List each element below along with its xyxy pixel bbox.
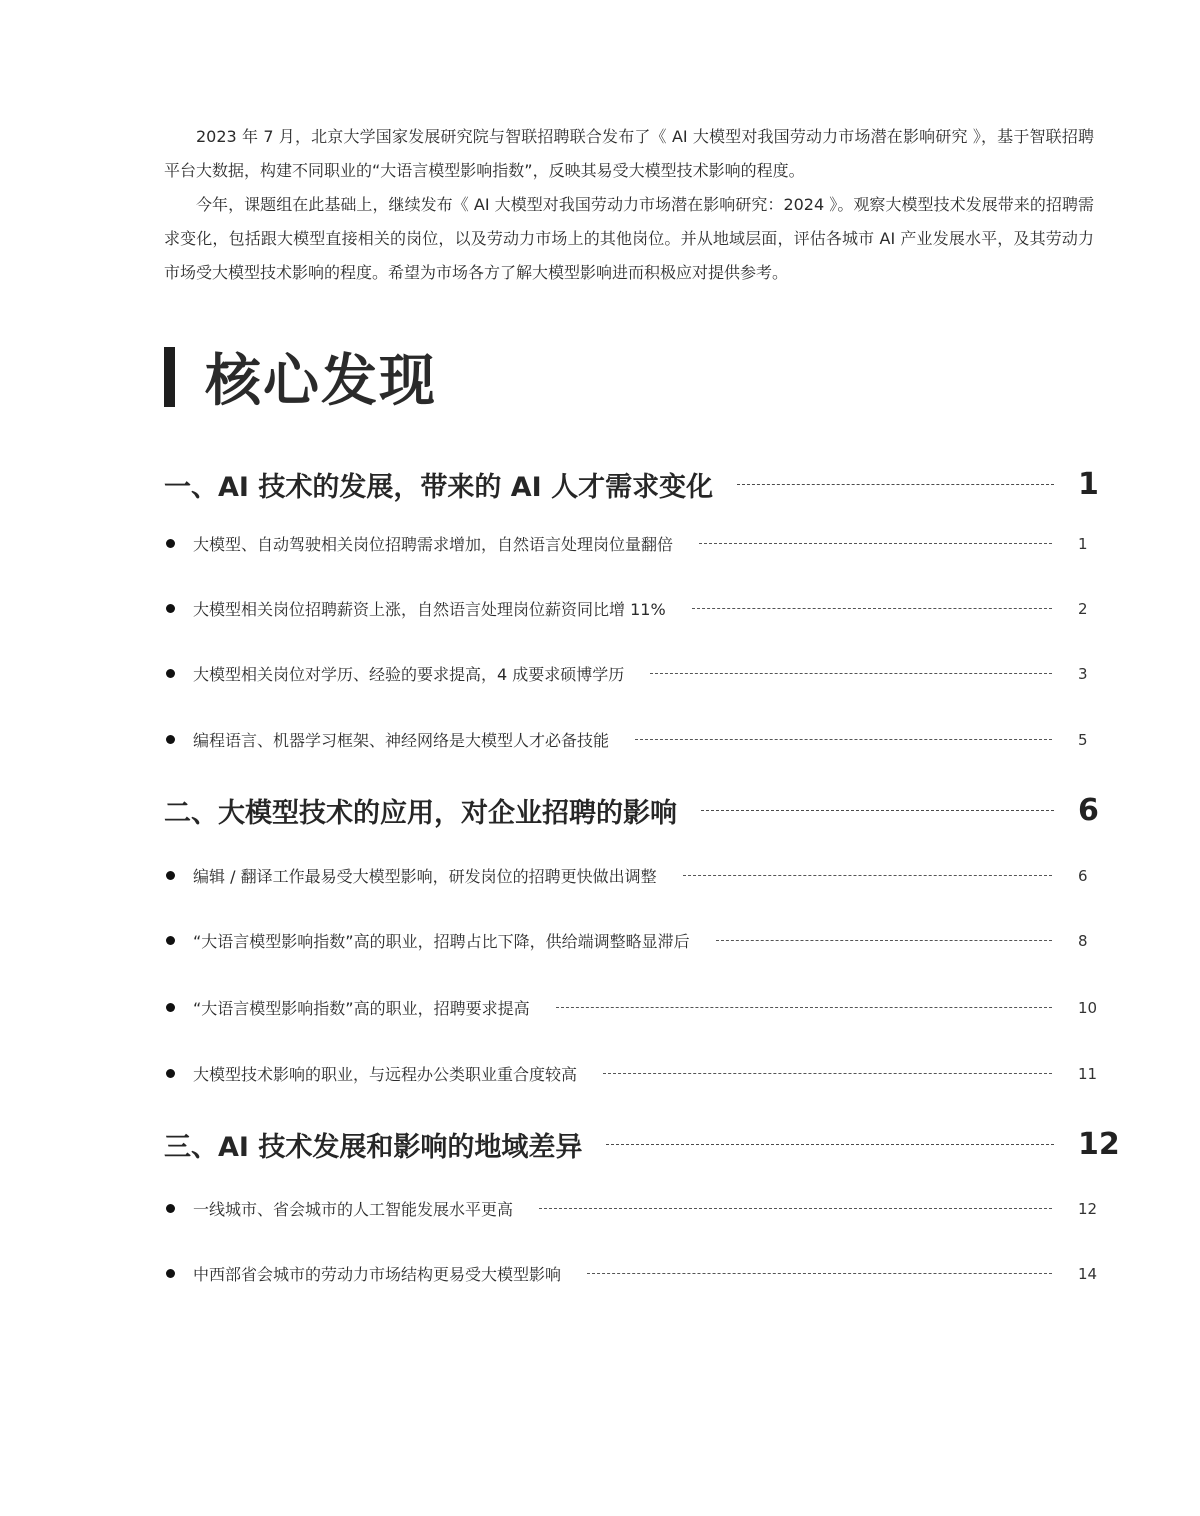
heading-bar: [164, 347, 175, 407]
toc-section-page: 6: [1078, 793, 1099, 828]
bullet-icon: [166, 735, 175, 744]
toc-item-text: 大模型、自动驾驶相关岗位招聘需求增加，自然语言处理岗位量翻倍: [193, 535, 674, 554]
leader-dashes: [737, 484, 1054, 485]
leader-dashes: [539, 1208, 1052, 1209]
toc-section-3[interactable]: [164, 1125, 1120, 1164]
bullet-icon: [166, 604, 175, 613]
leader-dashes: [556, 1007, 1052, 1008]
leader-dashes: [587, 1273, 1052, 1274]
bullet-icon: [166, 669, 175, 678]
section-heading: [164, 345, 437, 414]
leader-dashes: [603, 1073, 1052, 1074]
toc-item-page: 3: [1078, 664, 1088, 683]
toc-section-title: 三、AI 技术发展和影响的地域差异: [164, 1132, 583, 1163]
toc-item-page: 8: [1078, 931, 1088, 950]
bullet-icon: [166, 871, 175, 880]
bullet-icon: [166, 1269, 175, 1278]
toc-item-page: 5: [1078, 730, 1088, 749]
toc-item-text: 中西部省会城市的劳动力市场结构更易受大模型影响: [193, 1265, 562, 1284]
toc-item-text: “大语言模型影响指数”高的职业，招聘要求提高: [193, 999, 530, 1018]
toc-section-page: 1: [1078, 467, 1099, 502]
bullet-icon: [166, 1204, 175, 1213]
toc-item[interactable]: [164, 662, 1114, 685]
leader-dashes: [716, 940, 1052, 941]
toc-item[interactable]: [164, 1062, 1114, 1085]
toc-item[interactable]: [164, 1262, 1114, 1285]
toc-section-title: 一、AI 技术的发展，带来的 AI 人才需求变化: [164, 472, 714, 503]
bullet-icon: [166, 1003, 175, 1012]
leader-dashes: [701, 810, 1054, 811]
toc-item-text: 一线城市、省会城市的人工智能发展水平更高: [193, 1200, 514, 1219]
toc-section-2[interactable]: [164, 791, 1114, 830]
toc-item-page: 2: [1078, 599, 1088, 618]
toc-item-page: 11: [1078, 1064, 1098, 1083]
toc-item[interactable]: [164, 996, 1114, 1019]
toc-item[interactable]: [164, 929, 1114, 952]
toc-section-title: 二、大模型技术的应用，对企业招聘的影响: [164, 798, 677, 829]
toc-item[interactable]: [164, 1197, 1114, 1220]
bullet-icon: [166, 539, 175, 548]
intro-paragraph: 今年，课题组在此基础上，继续发布《 AI 大模型对我国劳动力市场潜在影响研究：2024 》。观察大模型技术发展带来的招聘需求变化，包括跟大模型直接相关的岗位，以及劳动力市场上的其他岗位。并从地域层面，评估各城市 AI 产业发展水平，及其劳动力市场受大模型技术影响的程度。希望为市场各方了解大模型影响进而积极应对提供参考。: [164, 195, 1094, 282]
leader-dashes: [635, 739, 1052, 740]
toc-item-text: 编辑 / 翻译工作最易受大模型影响，研发岗位的招聘更快做出调整: [193, 867, 657, 886]
page-title: 核心发现: [205, 349, 437, 414]
leader-dashes: [606, 1144, 1054, 1145]
intro-paragraph: 2023 年 7 月，北京大学国家发展研究院与智联招聘联合发布了《 AI 大模型对我国劳动力市场潜在影响研究 》，基于智联招聘平台大数据，构建不同职业的“大语言模型影响指数”，反映其易受大模型技术影响的程度。: [164, 127, 1094, 180]
bullet-icon: [166, 936, 175, 945]
toc-item-text: 大模型相关岗位对学历、经验的要求提高，4 成要求硕博学历: [193, 665, 625, 684]
intro-text: [164, 120, 1094, 290]
bullet-icon: [166, 1069, 175, 1078]
toc-item[interactable]: [164, 532, 1114, 555]
leader-dashes: [650, 673, 1052, 674]
leader-dashes: [699, 543, 1052, 544]
leader-dashes: [683, 875, 1052, 876]
toc-item-text: 大模型技术影响的职业，与远程办公类职业重合度较高: [193, 1065, 578, 1084]
leader-dashes: [692, 608, 1052, 609]
toc-item-text: 大模型相关岗位招聘薪资上涨，自然语言处理岗位薪资同比增 11%: [193, 600, 666, 619]
toc-item-page: 14: [1078, 1264, 1098, 1283]
toc-section-1[interactable]: [164, 465, 1114, 504]
toc-item[interactable]: [164, 864, 1114, 887]
toc-item-page: 6: [1078, 866, 1088, 885]
toc-item-text: “大语言模型影响指数”高的职业，招聘占比下降，供给端调整略显滞后: [193, 932, 690, 951]
toc-item-text: 编程语言、机器学习框架、神经网络是大模型人才必备技能: [193, 731, 610, 750]
toc-item[interactable]: [164, 728, 1114, 751]
toc-item-page: 1: [1078, 534, 1088, 553]
toc-item[interactable]: [164, 597, 1114, 620]
toc-item-page: 10: [1078, 998, 1098, 1017]
toc-section-page: 12: [1078, 1127, 1120, 1162]
toc-item-page: 12: [1078, 1199, 1098, 1218]
